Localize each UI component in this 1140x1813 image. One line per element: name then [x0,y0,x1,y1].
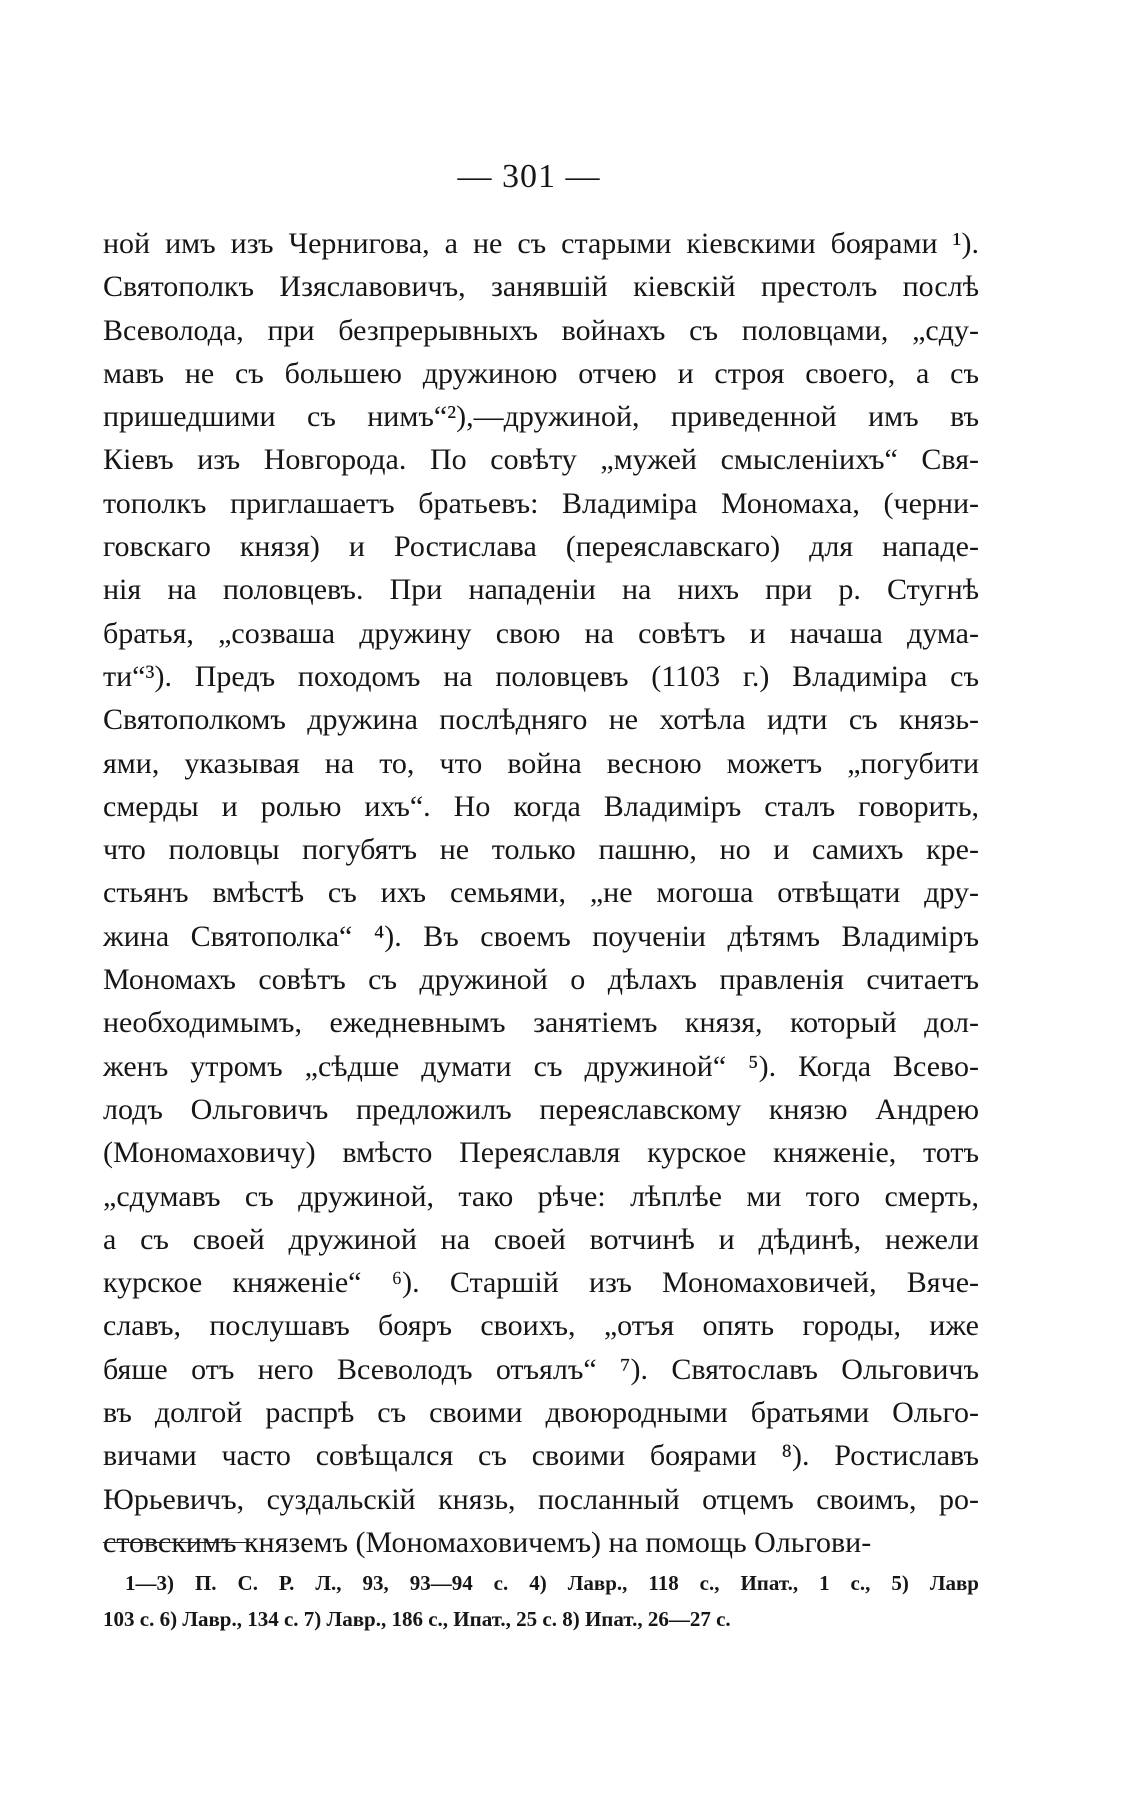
text-line: Святополкъ Изяславовичъ, занявшій кіевскій престолъ послѣ [103,270,979,304]
text-line: курское княженіе“ ⁶). Старшій изъ Мономаховичей, Вяче- [103,1266,979,1300]
text-line: мавъ не съ большею дружиною отчею и строя своего, а съ [103,356,979,390]
text-line: необходимымъ, ежедневнымъ занятіемъ князя, который дол- [103,1006,979,1040]
text-line: что половцы погубятъ не только пашню, но и самихъ кре- [103,833,979,867]
text-line: Всеволода, при безпрерывныхъ войнахъ съ половцами, „сду- [103,313,979,347]
text-line: жина Святополка“ ⁴). Въ своемъ поученіи дѣтямъ Владиміръ [103,919,979,953]
text-line: тополкъ приглашаетъ братьевъ: Владиміра Мономаха, (черни- [103,486,979,520]
text-line: Святополкомъ дружина послѣдняго не хотѣла идти съ князь- [103,703,979,737]
text-line: стьянъ вмѣстѣ съ ихъ семьями, „не могоша отвѣщати дру- [103,876,979,910]
footnote-line: 1—3) П. С. Р. Л., 93, 93—94 с. 4) Лавр., 118 с., Ипат., 1 с., 5) Лавр [125,1571,979,1595]
text-line: нія на половцевъ. При нападеніи на нихъ при р. Стугнѣ [103,573,979,607]
body-text [103,222,979,1564]
text-line: Юрьевичъ, суздальскій князь, посланный отцемъ своимъ, ро- [103,1482,979,1516]
footnotes [103,1565,979,1637]
text-line: (Мономаховичу) вмѣсто Переяславля курское княженіе, тотъ [103,1136,979,1170]
text-line: ти“³). Предъ походомъ на половцевъ (1103 г.) Владиміра съ [103,659,979,693]
text-line: братья, „созваша дружину свою на совѣтъ и начаша дума- [103,616,979,650]
footnote-line: 103 с. 6) Лавр., 134 с. 7) Лавр., 186 с., Ипат., 25 с. 8) Ипат., 26—27 с. [103,1607,731,1631]
text-line: ями, указывая на то, что война весною можетъ „погубити [103,746,979,780]
text-line: въ долгой распрѣ съ своими двоюродными братьями Ольго- [103,1396,979,1430]
text-line: пришедшими съ нимъ“²),—дружиной, приведенной имъ въ [103,400,979,434]
text-line: вичами часто совѣщался съ своими боярами ⁸). Ростиславъ [103,1439,979,1473]
text-line: „сдумавъ съ дружиной, тако рѣче: лѣплѣе ми того смерть, [103,1179,979,1213]
text-line: а съ своей дружиной на своей вотчинѣ и дѣдинѣ, нежели [103,1222,979,1256]
text-line: Кіевъ изъ Новгорода. По совѣту „мужей смысленіихъ“ Свя- [103,443,979,477]
text-line: стовскимъ княземъ (Мономаховичемъ) на помощь Ольгови- [103,1525,872,1559]
text-line: ной имъ изъ Чернигова, а не съ старыми кіевскими боярами ¹). [103,227,979,260]
text-line: лодъ Ольговичъ предложилъ переяславскому князю Андрею [103,1092,979,1126]
text-line: Мономахъ совѣтъ съ дружиной о дѣлахъ правленія считаетъ [103,963,979,997]
text-line: славъ, послушавъ бояръ своихъ, „отъя опять городы, иже [103,1309,979,1343]
text-line: женъ утромъ „сѣдше думати съ дружиной“ ⁵). Когда Всево- [103,1049,979,1083]
page-number: — 301 — [457,158,601,195]
text-line: смерды и ролью ихъ“. Но когда Владиміръ сталъ говорить, [103,789,979,823]
footnote-divider [103,1542,253,1543]
text-line: говскаго князя) и Ростислава (переяславскаго) для нападе- [103,530,979,564]
text-line: бяше отъ него Всеволодъ отъялъ“ ⁷). Святославъ Ольговичъ [103,1352,979,1386]
